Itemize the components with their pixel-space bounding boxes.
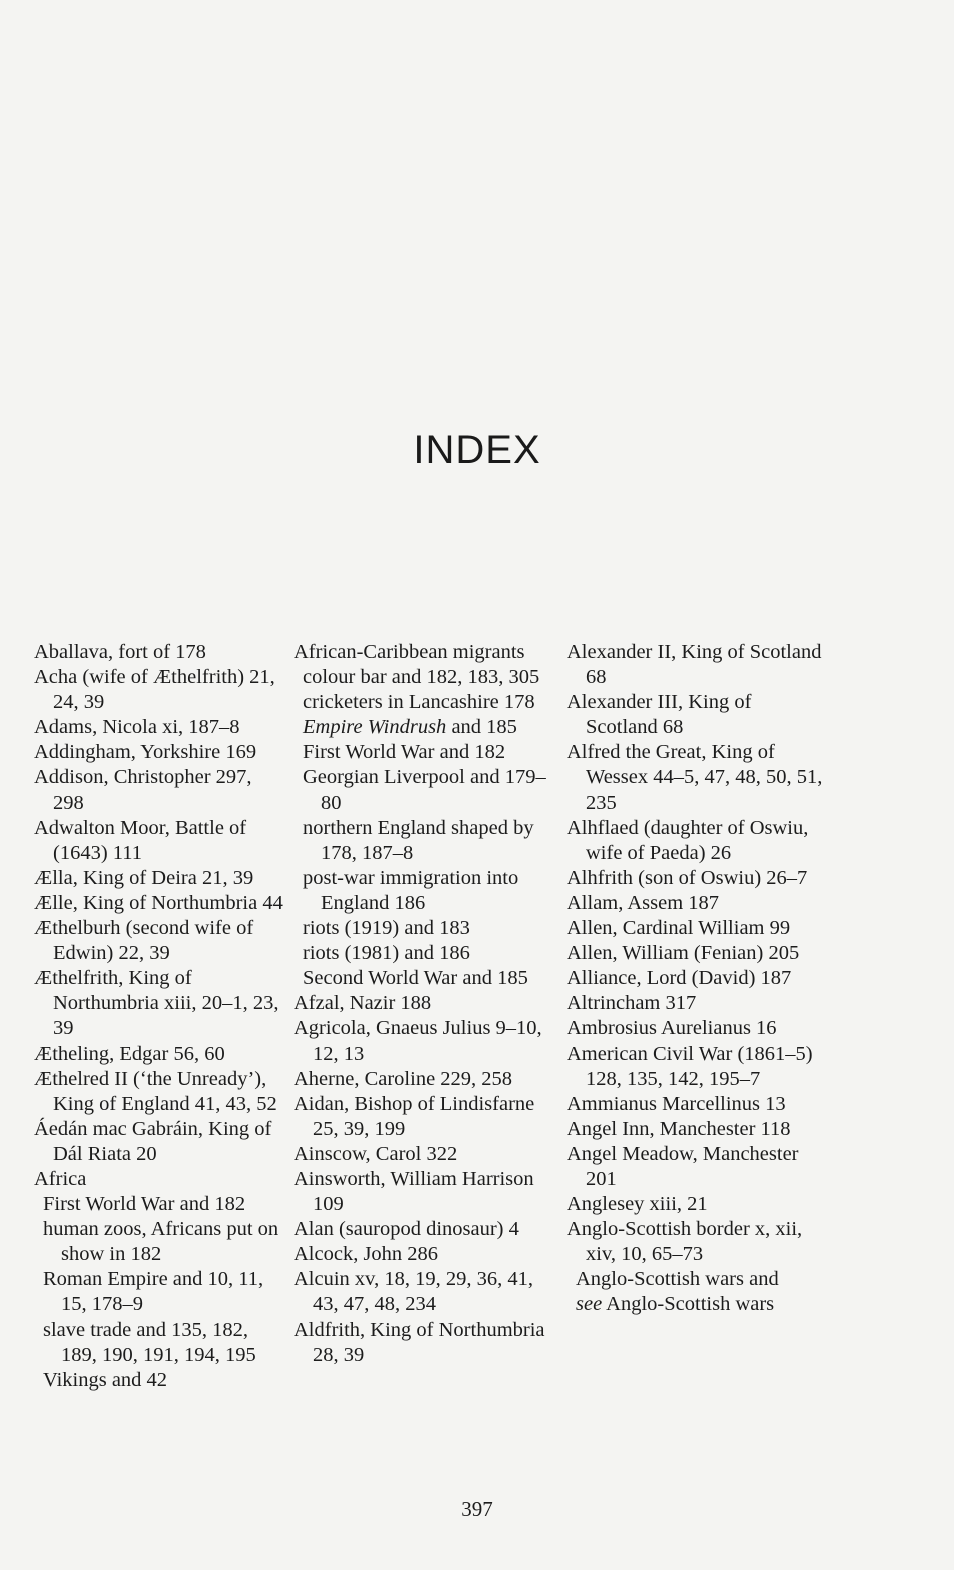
- index-subentry: [34, 1318, 284, 1368]
- index-entry: [34, 1117, 284, 1167]
- index-entry: [567, 1192, 827, 1217]
- index-entry: [34, 816, 284, 866]
- entry-text: Ainsworth, William Harrison 109: [294, 1167, 534, 1216]
- page-number: 397: [461, 1497, 493, 1521]
- index-entry: [567, 740, 827, 815]
- index-entry: [567, 1016, 827, 1041]
- index-entry: [294, 1318, 556, 1368]
- entry-text: Alan (sauropod dinosaur) 4: [294, 1218, 519, 1241]
- index-entry: [567, 1042, 827, 1092]
- entry-text: human zoos, Africans put on show in 182: [43, 1218, 279, 1266]
- index-entry: [294, 991, 556, 1016]
- index-subentry: [294, 715, 556, 740]
- index-entry: [567, 1142, 827, 1192]
- entry-text: Altrincham 317: [567, 992, 697, 1015]
- index-subentry: [34, 1267, 284, 1317]
- index-entry: [567, 941, 827, 966]
- entry-text: Addison, Christopher 297, 298: [34, 766, 252, 814]
- index-entry: [294, 1067, 556, 1092]
- entry-text: Ainscow, Carol 322: [294, 1142, 458, 1165]
- entry-text: First World War and 182: [43, 1193, 246, 1216]
- index-entry: [34, 1042, 284, 1067]
- index-subentry: [34, 1217, 284, 1267]
- index-entry: [34, 1067, 284, 1117]
- index-subentry: [294, 916, 556, 941]
- page-title: INDEX: [413, 428, 541, 472]
- index-entry: [567, 640, 827, 690]
- entry-text: colour bar and 182, 183, 305: [303, 666, 540, 689]
- index-entry: [34, 765, 284, 815]
- entry-text: riots (1919) and 183: [303, 917, 470, 940]
- entry-text: Africa: [34, 1167, 87, 1190]
- index-entry: [34, 866, 284, 891]
- entry-text: First World War and 182: [303, 741, 506, 764]
- entry-text: Aldfrith, King of Northumbria 28, 39: [294, 1318, 545, 1366]
- index-entry: [34, 640, 284, 665]
- entry-text: Allen, Cardinal William 99: [567, 917, 791, 940]
- entry-text: post-war immigration into England 186: [303, 866, 519, 914]
- italic-term: see: [576, 1293, 603, 1316]
- index-entry: [567, 690, 827, 740]
- index-entry: [34, 665, 284, 715]
- entry-text: Alhflaed (daughter of Oswiu, wife of Paeda) 26: [567, 816, 809, 864]
- index-entry: [294, 1167, 556, 1217]
- entry-text: Angel Inn, Manchester 118: [567, 1117, 791, 1140]
- entry-text: Vikings and 42: [43, 1368, 168, 1391]
- index-entry: [34, 966, 284, 1041]
- index-entry: [34, 891, 284, 916]
- entry-text: Adwalton Moor, Battle of (1643) 111: [34, 816, 247, 864]
- entry-text: Alhfrith (son of Oswiu) 26–7: [567, 866, 808, 889]
- index-entry: [567, 891, 827, 916]
- index-entry: [294, 1142, 556, 1167]
- entry-text: northern England shaped by 178, 187–8: [303, 816, 534, 864]
- entry-text: cricketers in Lancashire 178: [303, 691, 535, 714]
- entry-text: and 185: [446, 716, 517, 739]
- entry-text: Áedán mac Gabráin, King of Dál Riata 20: [34, 1117, 272, 1165]
- entry-text: Alliance, Lord (David) 187: [567, 967, 792, 990]
- entry-text: Aherne, Caroline 229, 258: [294, 1067, 513, 1090]
- entry-text: Aballava, fort of 178: [34, 641, 206, 663]
- entry-text: Æthelburh (second wife of Edwin) 22, 39: [34, 917, 254, 965]
- index-column-3: [567, 640, 827, 1318]
- entry-text: Æthelred II (‘the Unready’), King of England 41, 43, 52: [34, 1067, 277, 1115]
- index-entry: [294, 1267, 556, 1317]
- entry-text: Anglo-Scottish wars and: [576, 1268, 779, 1291]
- index-subentry: [294, 816, 556, 866]
- entry-text: Alcuin xv, 18, 19, 29, 36, 41, 43, 47, 48, 234: [294, 1268, 533, 1316]
- index-entry: [294, 1217, 556, 1242]
- index-subentry: [567, 1292, 827, 1317]
- index-subentry: [34, 1368, 284, 1393]
- index-entry: [567, 991, 827, 1016]
- index-entry: [294, 640, 556, 665]
- index-entry: [34, 740, 284, 765]
- entry-text: Anglo-Scottish border x, xii, xiv, 10, 65–73: [567, 1218, 803, 1266]
- index-subentry: [294, 866, 556, 916]
- entry-text: Addingham, Yorkshire 169: [34, 741, 257, 764]
- index-entry: [567, 1092, 827, 1117]
- index-entry: [294, 1242, 556, 1267]
- index-entry: [567, 1117, 827, 1142]
- index-entry: [567, 966, 827, 991]
- entry-text: Alfred the Great, King of Wessex 44–5, 47, 48, 50, 51, 235: [567, 741, 823, 814]
- index-subentry: [294, 740, 556, 765]
- entry-text: riots (1981) and 186: [303, 942, 470, 965]
- index-entry: [34, 1167, 284, 1192]
- index-column-2: [294, 640, 556, 1368]
- entry-text: Alcock, John 286: [294, 1243, 439, 1266]
- entry-text: Ambrosius Aurelianus 16: [567, 1017, 777, 1040]
- index-subentry: [294, 665, 556, 690]
- index-entry: [294, 1092, 556, 1142]
- index-subentry: [294, 765, 556, 815]
- entry-text: American Civil War (1861–5) 128, 135, 142, 195–7: [567, 1042, 813, 1090]
- entry-text: African-Caribbean migrants: [294, 641, 525, 663]
- entry-text: Afzal, Nazir 188: [294, 992, 432, 1015]
- index-entry: [567, 1217, 827, 1267]
- index-entry: [34, 916, 284, 966]
- index-subentry: [294, 966, 556, 991]
- index-entry: [34, 715, 284, 740]
- entry-text: Georgian Liverpool and 179–80: [303, 766, 546, 814]
- entry-text: Alexander III, King of Scotland 68: [567, 691, 752, 739]
- index-subentry: [294, 941, 556, 966]
- italic-term: Empire Windrush: [303, 716, 447, 739]
- index-column-1: [34, 640, 284, 1393]
- entry-text: Æthelfrith, King of Northumbria xiii, 20–1, 23, 39: [34, 967, 279, 1040]
- entry-text: Ætheling, Edgar 56, 60: [34, 1042, 225, 1065]
- entry-text: Adams, Nicola xi, 187–8: [34, 716, 240, 739]
- entry-text: slave trade and 135, 182, 189, 190, 191, 194, 195: [43, 1318, 256, 1366]
- index-entry: [294, 1016, 556, 1066]
- entry-text: Allam, Assem 187: [567, 891, 720, 914]
- entry-text: Alexander II, King of Scotland 68: [567, 641, 822, 689]
- index-entry: [567, 866, 827, 891]
- index-entry: [567, 916, 827, 941]
- entry-text: Roman Empire and 10, 11, 15, 178–9: [43, 1268, 264, 1316]
- entry-text: Ælla, King of Deira 21, 39: [34, 866, 254, 889]
- entry-text: Acha (wife of Æthelfrith) 21, 24, 39: [34, 666, 275, 714]
- entry-text: Aidan, Bishop of Lindisfarne 25, 39, 199: [294, 1092, 535, 1140]
- entry-text: Agricola, Gnaeus Julius 9–10, 12, 13: [294, 1017, 542, 1065]
- entry-text: Anglo-Scottish wars: [602, 1293, 775, 1316]
- entry-text: Ammianus Marcellinus 13: [567, 1092, 786, 1115]
- entry-text: Second World War and 185: [303, 967, 528, 990]
- entry-text: Anglesey xiii, 21: [567, 1193, 708, 1216]
- index-subentry: [34, 1192, 284, 1217]
- index-subentry: [294, 690, 556, 715]
- entry-text: Angel Meadow, Manchester 201: [567, 1142, 799, 1190]
- entry-text: Allen, William (Fenian) 205: [567, 942, 800, 965]
- entry-text: Ælle, King of Northumbria 44: [34, 891, 283, 914]
- index-entry: [567, 816, 827, 866]
- index-subentry: [567, 1267, 827, 1292]
